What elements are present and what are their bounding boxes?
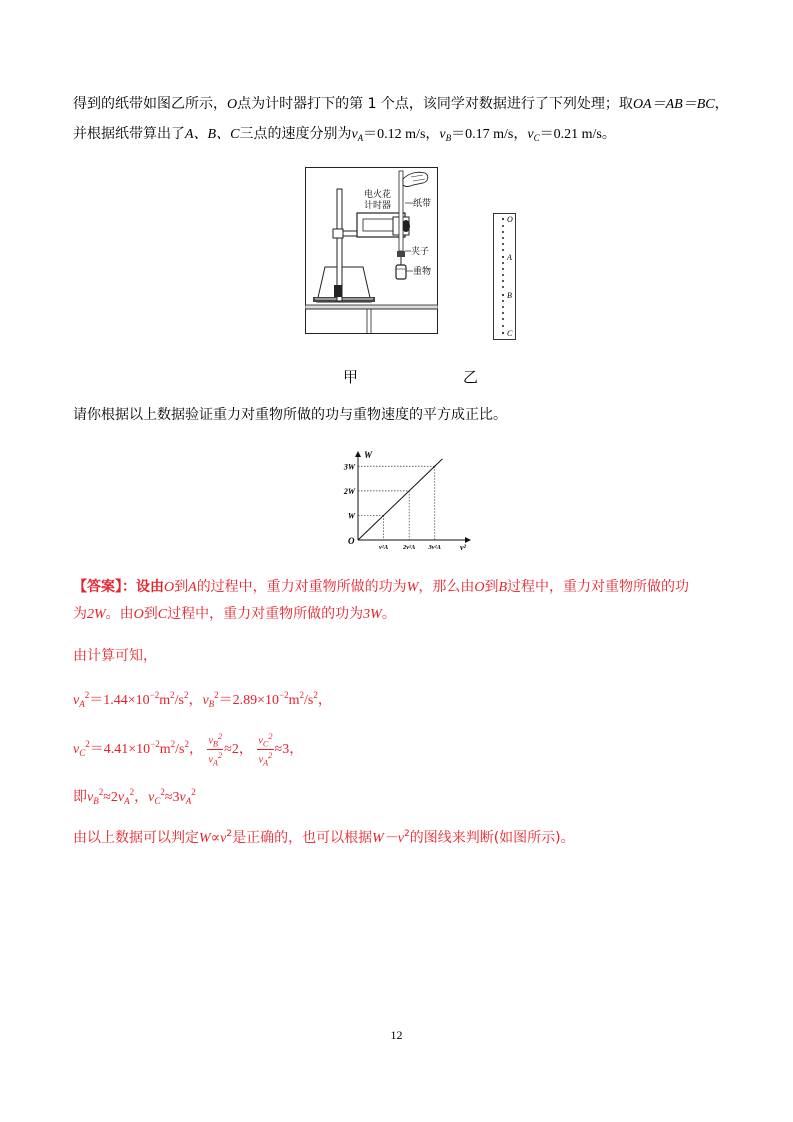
tape-point-b: B — [507, 291, 512, 300]
caption-jia: 甲 — [343, 368, 359, 386]
answer-line-2: 为2W。由O到C过程中，重力对重物所做的功为3W。 — [73, 606, 396, 622]
timer-label-1: 电火花 — [364, 189, 392, 199]
x-tick-label: 2v²A — [402, 544, 416, 551]
intro-text: 并根据纸带算出了 — [73, 126, 185, 142]
clip — [397, 251, 405, 257]
answer-text: ：设由 — [122, 579, 164, 595]
stand-rod — [337, 189, 342, 301]
y-tick-label: 2W — [343, 486, 355, 496]
tape-point-c: C — [507, 329, 513, 338]
intro-line-1 — [73, 95, 729, 114]
points-abc: A、B、C — [185, 127, 240, 142]
answer-conclusion: 由以上数据可以判定$W\propto v^2$是正确的，也可以根据$W-v^2$的图线来判断(如图所示)。 — [73, 829, 575, 846]
y-tick-label: W — [347, 511, 355, 521]
answer-vc-ratios: $v_C^2=4.41\times 10^{-2}m^2/s^2$， $\frac{v_B^2}{v_A^2}$ ≈2， $\frac{v_C^2}{v_A^2}$ ≈3， — [73, 732, 304, 768]
answer-tag: 【答案】 — [73, 579, 122, 595]
table — [305, 305, 438, 309]
y-axis-label: W — [364, 450, 373, 460]
point-o: O — [227, 97, 238, 112]
tape-figure — [493, 213, 517, 340]
answer-va-vb: $v_A^2=1.44\times 10^{-2}m^2/s^2$，$v_B^2=2.89\times 10^{-2}m^2/s^2$， — [73, 690, 332, 709]
tape-point-o: O — [507, 215, 513, 224]
velocity-a: 0.12 m/s — [377, 127, 426, 142]
paper-tape — [399, 171, 403, 251]
stand-base — [317, 267, 371, 302]
apparatus-figure — [305, 167, 438, 334]
x-tick-label: 3v²A — [428, 544, 441, 551]
task-text: 请你根据以上数据验证重力对重物所做的功与重物速度的平方成正比。 — [73, 407, 507, 423]
answer-line-1: 【答案】：设由O到A的过程中，重力对重物所做的功为W，那么由O到B过程中，重力对重物所做的功 — [73, 579, 690, 595]
x-tick-label: v²A — [378, 544, 389, 551]
ratio-c-a: $\frac{v_C^2}{v_A^2}$ — [258, 732, 273, 768]
timer-label-2: 计时器 — [364, 200, 392, 210]
intro-text: 三点的速度分别为 — [239, 126, 352, 142]
answer-relations: 即$v_B^2\approx 2v_A^2$，$v_C^2\approx 3v_A^2$ — [73, 787, 196, 806]
intro-text: 得到的纸带如图乙所示， — [73, 96, 227, 112]
origin-label: O — [348, 536, 355, 546]
w-v2-chart — [340, 448, 475, 553]
intro-text: 点为计时器打下的第 1 个点，该同学对数据进行了下列处理；取 — [237, 96, 633, 112]
tape-label: 纸带 — [413, 198, 432, 208]
intro-text: 。 — [601, 126, 616, 142]
ratio-b-a: $\frac{v_B^2}{v_A^2}$ — [208, 732, 223, 768]
answer-calc-intro: 由计算可知， — [73, 648, 157, 664]
proportional-line — [358, 459, 442, 540]
y-tick-label: 3W — [343, 462, 355, 472]
weight — [396, 265, 406, 279]
x-axis-label: v² — [460, 543, 466, 552]
velocity-b: 0.17 m/s — [465, 127, 514, 142]
clip-label: 夹子 — [411, 246, 430, 256]
intro-text: ， — [714, 96, 729, 112]
weight-label: 重物 — [413, 266, 432, 276]
page-number: 12 — [390, 1028, 403, 1042]
intro-line-2: 并根据纸带算出了A、B、C三点的速度分别为$v_A=0.12$ m/s，$v_B=0.17$ m/s，$v_C=0.21$ m/s。 — [73, 126, 616, 143]
tape-point-a: A — [507, 253, 512, 262]
velocity-c: 0.21 m/s — [553, 127, 602, 142]
segment-equation: OA＝AB＝BC — [632, 97, 715, 112]
caption-yi: 乙 — [463, 368, 479, 386]
